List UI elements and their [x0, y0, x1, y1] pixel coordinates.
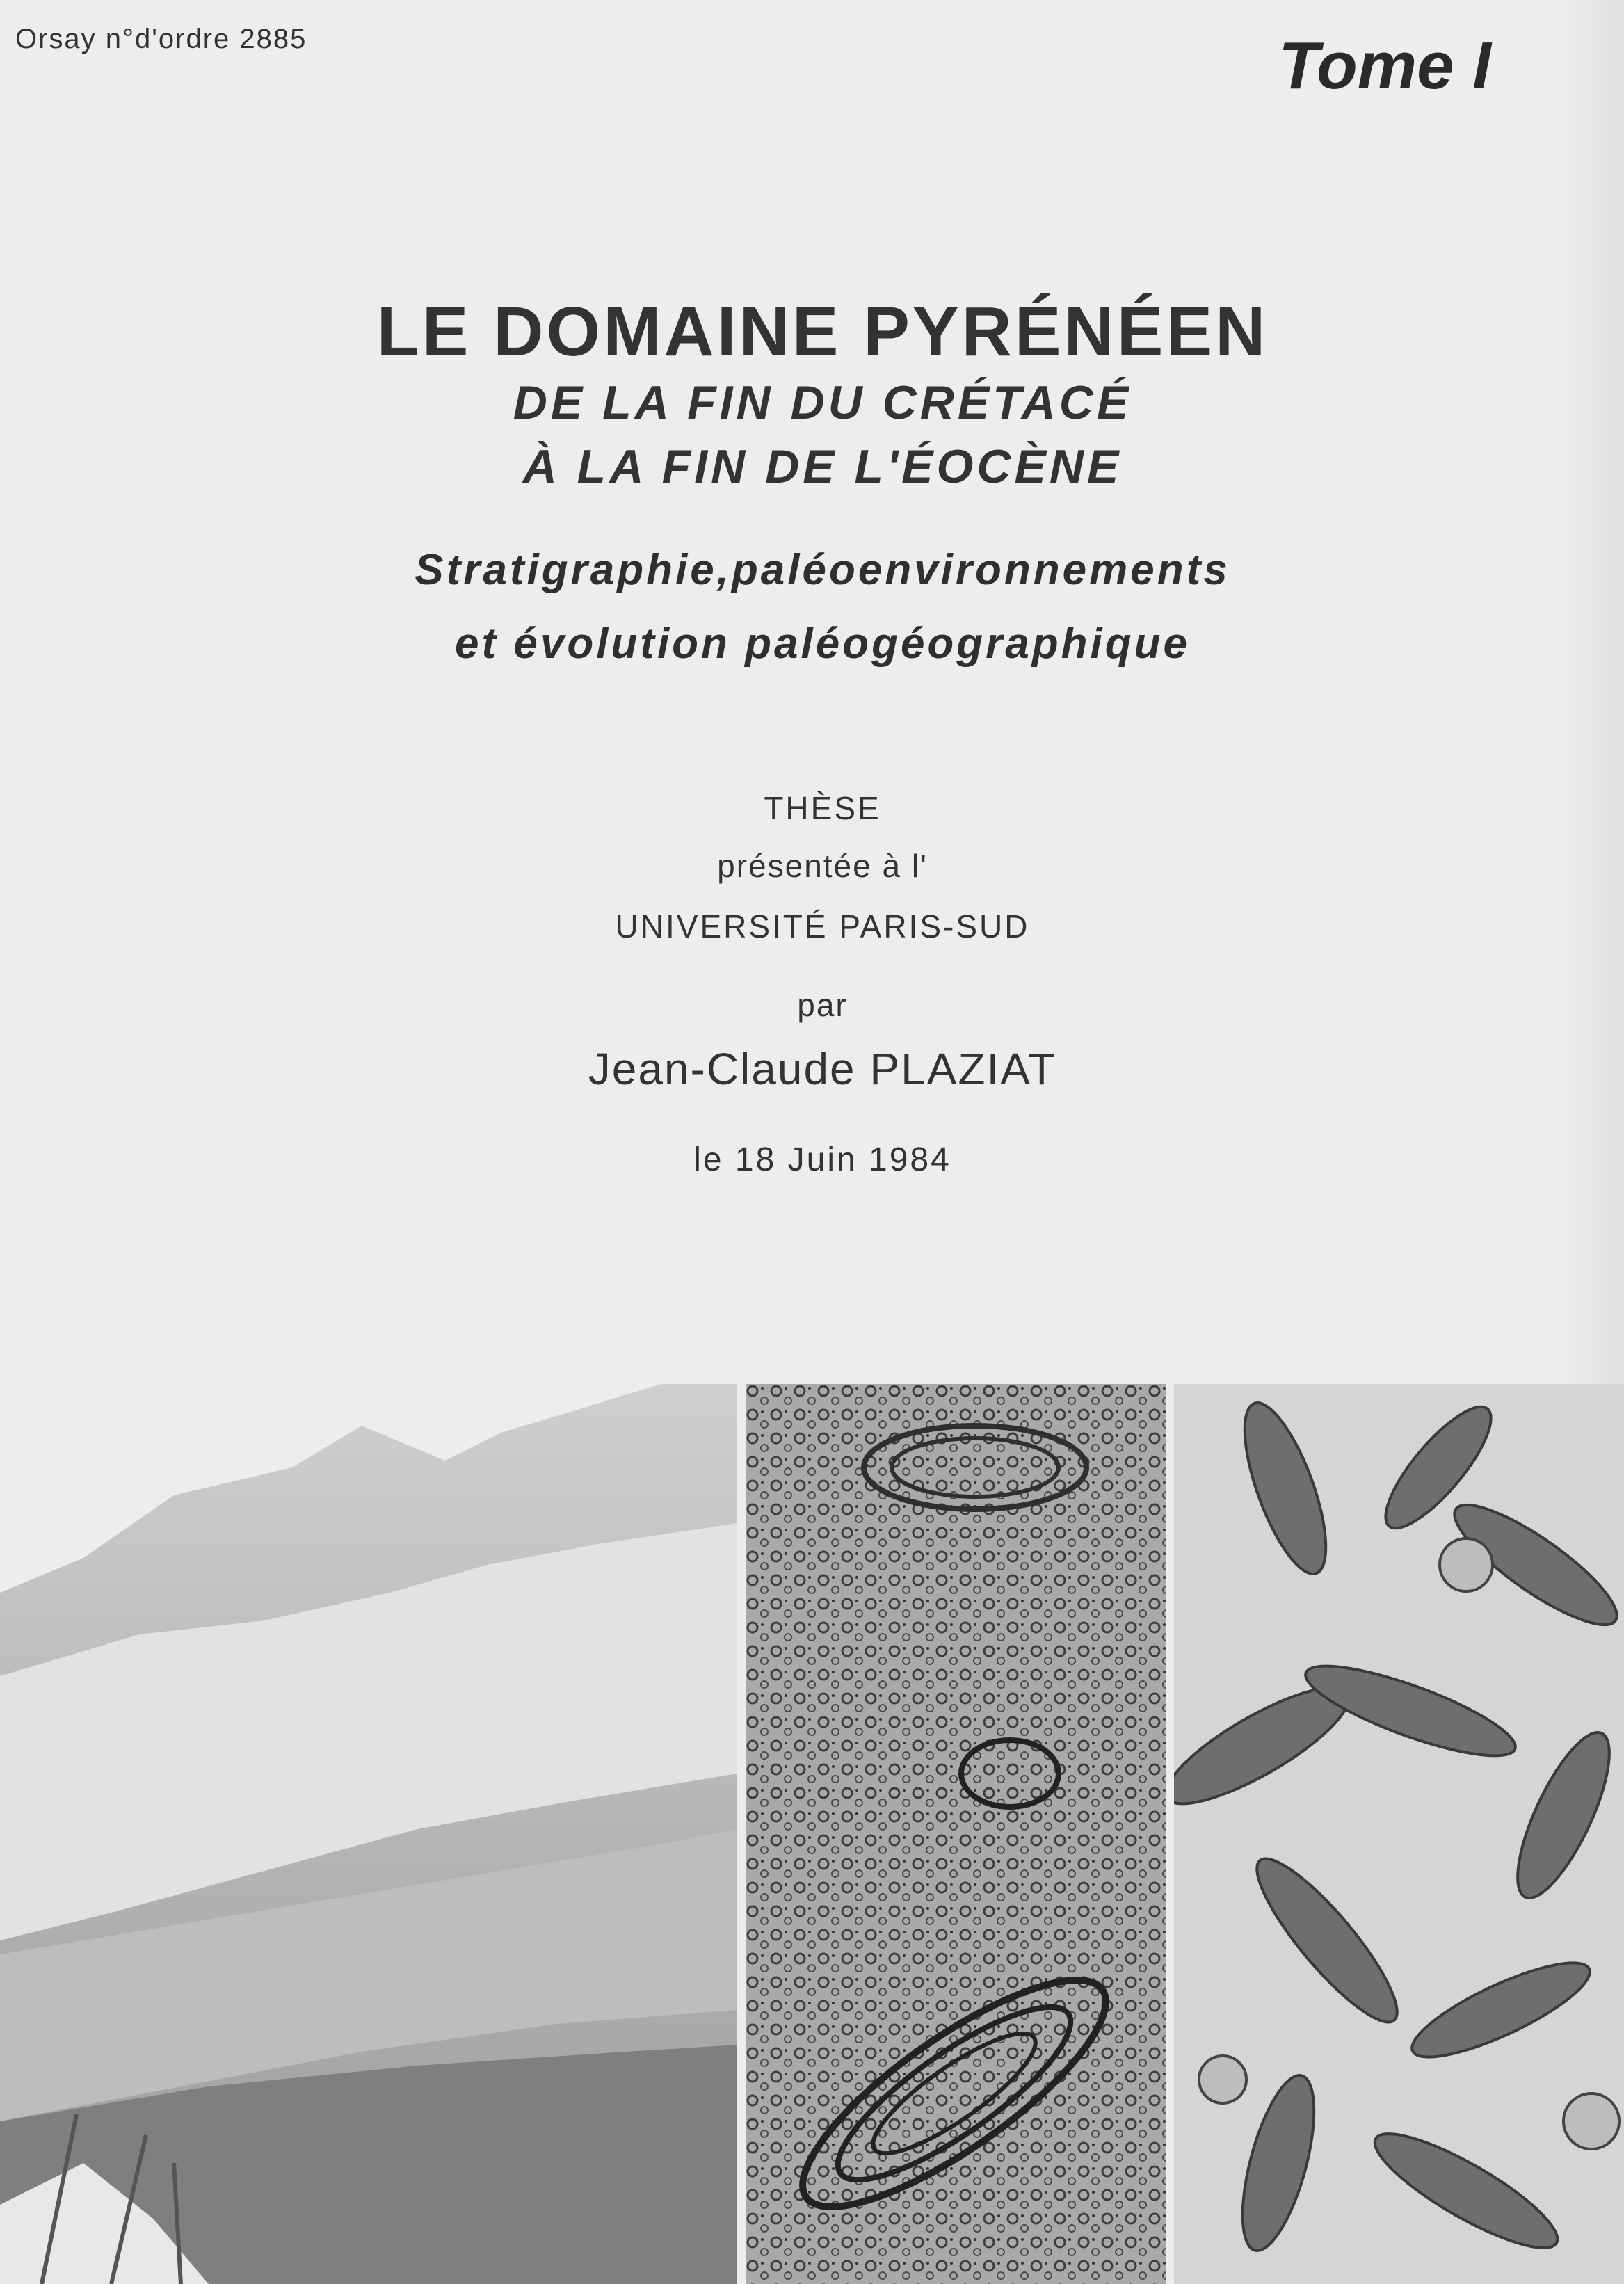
mountain-photo: [0, 1384, 737, 2284]
order-number: Orsay n°d'ordre 2885: [15, 24, 307, 54]
thesis-label: THÈSE: [764, 790, 881, 826]
defense-date: le 18 Juin 1984: [693, 1141, 951, 1178]
by-label: par: [797, 987, 848, 1023]
fossil-shells-photo: [1174, 1384, 1624, 2284]
main-title: LE DOMAINE PYRÉNÉEN: [376, 293, 1269, 371]
university-name: UNIVERSITÉ PARIS-SUD: [615, 908, 1030, 944]
subtitle-line-1: Stratigraphie,paléoenvironnements: [415, 546, 1230, 594]
volume-label: Tome I: [1278, 29, 1491, 103]
author-name: Jean-Claude PLAZIAT: [588, 1044, 1057, 1094]
microfossil-photo: [746, 1384, 1166, 2284]
cover-photo-strip: [0, 1384, 1624, 2284]
title-line-2: DE LA FIN DU CRÉTACÉ: [513, 376, 1132, 429]
subtitle-line-2: et évolution paléogéographique: [455, 620, 1190, 668]
title-line-3: À LA FIN DE L'ÉOCÈNE: [522, 440, 1123, 493]
presented-label: présentée à l': [717, 848, 928, 884]
